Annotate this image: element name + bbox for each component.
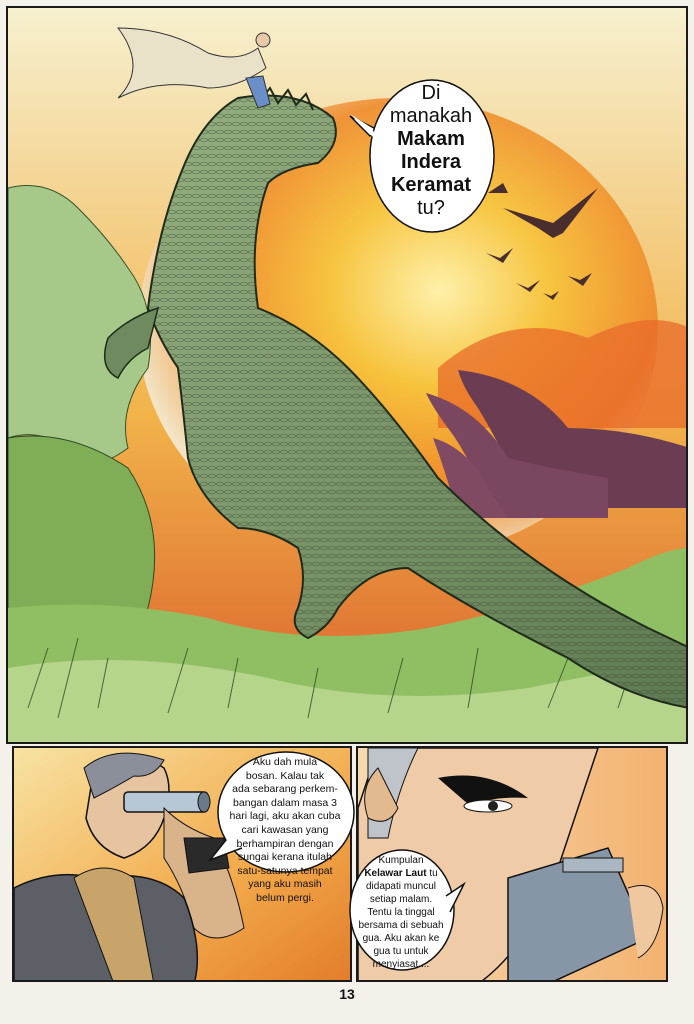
bubble-left-line: bangan dalam masa 3 [233, 796, 337, 809]
bubble-left-line: belum pergi. [256, 891, 314, 904]
bubble-right-line: bersama di sebuah [358, 920, 444, 931]
bubble-right-line: gua. Aku akan ke [362, 933, 440, 944]
bubble-right-bold: Kelawar Laut [364, 868, 427, 879]
bubble-left-line: ada sebarang perkem- [232, 783, 338, 796]
bubble-right-line: didapati muncul [365, 881, 437, 892]
bubble-main-line: Di [421, 82, 441, 104]
bubble-left-line: yang aku masih [248, 878, 322, 891]
bubble-left-line: cari kawasan yang [241, 823, 329, 836]
bubble-left-line: hari lagi, aku akan cuba [229, 810, 341, 823]
speech-bubble-main-text [372, 82, 490, 220]
page-number: 13 [339, 986, 355, 1002]
bubble-left-line: Aku dah mula [252, 756, 318, 768]
bubble-left-line: bosan. Kalau tak [245, 769, 325, 782]
bubble-left-line: berhampiran dengan [236, 837, 334, 850]
bubble-left-line: satu-satunya tempat [237, 864, 333, 877]
bubble-main-line: manakah [389, 105, 473, 127]
bubble-main-line: Makam [397, 128, 465, 150]
bubble-right-line: setiap malam. [369, 894, 433, 905]
speech-bubble-left-text [222, 756, 348, 906]
bubble-main-line: Keramat [390, 174, 472, 196]
bubble-right-rest: tu [426, 868, 438, 879]
bubble-main-line: tu? [417, 197, 445, 219]
bubble-main-line: Indera [400, 151, 462, 173]
bubble-right-line: Kumpulan [378, 855, 424, 866]
bubble-right-line: Tentu la tinggal [367, 907, 435, 918]
speech-bubble-right-text [352, 854, 450, 971]
bubble-right-line: gua tu untuk [373, 946, 429, 957]
bubble-left-line: sungai kerana itulah [238, 851, 332, 864]
bubble-right-line: menyiasat.... [372, 959, 430, 970]
binoculars-icon [124, 792, 210, 812]
bubble-right-line [352, 867, 450, 880]
